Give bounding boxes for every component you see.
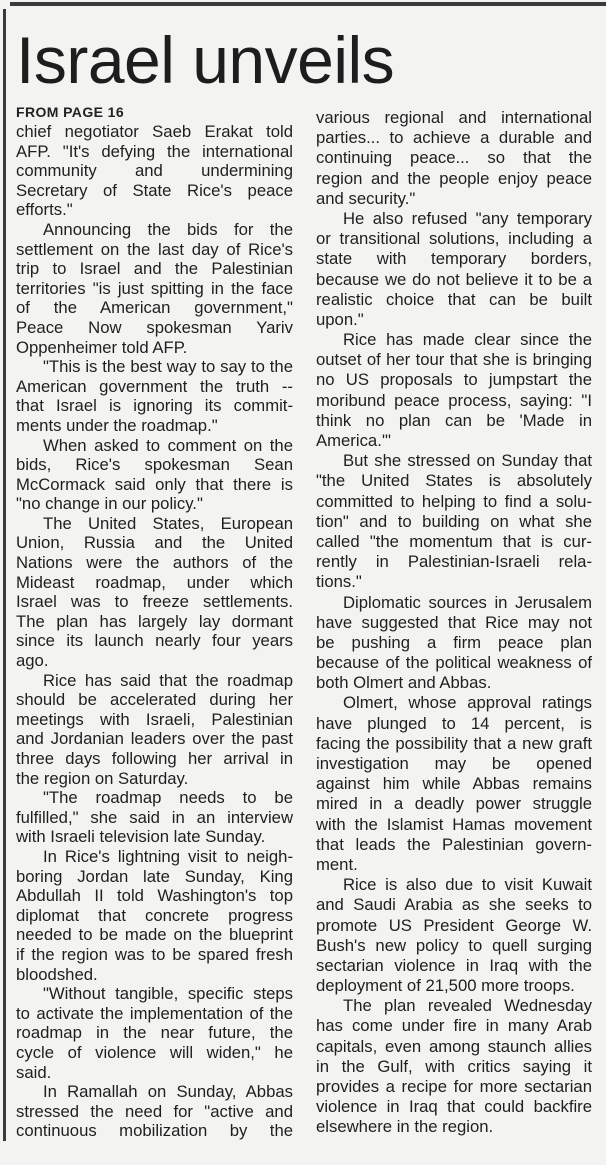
paragraph [316, 593, 592, 694]
article-line: that leads the Palestinian govern- [316, 834, 592, 854]
article-line: called "the momentum that is cur- [316, 531, 592, 551]
article-line: But she stressed on Sunday that [343, 451, 592, 471]
article-line: to activate the implementation of the [16, 1003, 293, 1023]
article-line: Secretary of State Rice's peace [16, 180, 293, 200]
article-line: McCormack said only that there is [16, 474, 293, 494]
article-line: When asked to comment on the [43, 435, 293, 455]
article-line: committed to helping to find a solu- [316, 491, 592, 511]
article-line: with Israeli television late Sunday. [16, 827, 266, 847]
article-line: Union, Russia and the United [16, 533, 293, 553]
top-rule [10, 2, 606, 6]
article-line: settlement on the last day of Rice's [16, 239, 293, 259]
article-line: Olmert, whose approval ratings [343, 693, 592, 713]
article-line: In Ramallah on Sunday, Abbas [43, 1082, 293, 1102]
article-line: said. [16, 1062, 52, 1082]
article-line: that Israel is ignoring its commit- [16, 396, 293, 416]
article-line: Oppenheimer told AFP. [16, 337, 188, 357]
article-line: in the Gulf, with critics saying it [316, 1056, 592, 1076]
article-line: elsewhere in the region. [316, 1117, 494, 1137]
article-line: continuous mobilization by the [16, 1121, 293, 1141]
article-line: The United States, European [43, 513, 293, 533]
article-line: territories "is just spitting in the face [16, 278, 293, 298]
article-line: needed to be made on the blueprint [16, 925, 293, 945]
article-line: with the Islamist Hamas movement [316, 814, 592, 834]
article-line: against him while Abbas remains [316, 774, 592, 794]
article-line: promote US President George W. [316, 915, 592, 935]
article-line: rently in Palestinian-Israeli rela- [316, 552, 592, 572]
article-line: or transitional solutions, including a [316, 229, 592, 249]
continuation-label: FROM PAGE 16 [16, 104, 125, 120]
article-line: bloodshed. [16, 964, 98, 984]
article-line: deployment of 21,500 more troops. [316, 976, 575, 996]
article-line: be pushing a firm peace plan [316, 632, 592, 652]
article-line: if the region was to be spared fresh [16, 944, 293, 964]
paragraph [16, 357, 293, 435]
article-line: since its launch nearly four years [16, 631, 293, 651]
article-line: chief negotiator Saeb Erakat told [16, 122, 293, 141]
article-line: state with temporary borders, [316, 249, 592, 269]
article-line: capitals, even among staunch allies [316, 1036, 592, 1056]
article-line: community and undermining [16, 161, 293, 181]
article-line: diplomat that concrete progress [16, 905, 293, 925]
article-line: tion" and to building on what she [316, 511, 592, 531]
article-line: "The roadmap needs to be [43, 788, 293, 808]
article-line: because we do not believe it to be a [316, 269, 592, 289]
paragraph [316, 209, 592, 330]
paragraph [316, 875, 592, 996]
article-line: moribund peace process, saying: "I [316, 390, 592, 410]
article-line: AFP. "It's defying the international [16, 141, 293, 161]
paragraph [16, 984, 293, 1082]
article-line: American government the truth -- [16, 376, 293, 396]
article-line: three days following her arrival in [16, 749, 293, 768]
article-line: parties... to achieve a durable and [316, 128, 592, 148]
paragraph [316, 330, 592, 451]
article-line: Bush's new policy to quell surging [316, 935, 592, 955]
article-line: ment. [316, 854, 358, 874]
article-line: fulfilled," she said in an interview [16, 807, 293, 827]
paragraph [16, 788, 293, 847]
article-line: upon." [316, 309, 364, 329]
article-line: ago. [16, 651, 49, 671]
column-left [16, 122, 293, 1141]
paragraph [16, 220, 293, 357]
article-line: Israel was to freeze settlements. [16, 592, 293, 612]
column-right [316, 108, 592, 1138]
paragraph [316, 451, 592, 592]
paragraph [316, 996, 592, 1137]
article-line: "This is the best way to say to the [43, 357, 293, 377]
paragraph [16, 1082, 293, 1141]
article-line: mired in a deadly power struggle [316, 794, 592, 814]
article-line: have suggested that Rice may not [316, 612, 592, 632]
paragraph [16, 514, 293, 671]
article-line: investigation may be opened [316, 754, 592, 773]
article-line: and security." [316, 188, 416, 208]
article-line: and Saudi Arabia as she seeks to [316, 895, 592, 915]
article-line: Diplomatic sources in Jerusalem [343, 592, 592, 612]
article-line: violence in Iraq that could backfire [316, 1097, 592, 1117]
article-line: facing the possibility that a new graft [316, 733, 592, 753]
article-line: sectarian violence in Iraq with the [316, 955, 592, 975]
article-line: America.'" [316, 431, 391, 450]
article-line: "no change in our policy." [16, 494, 203, 514]
paragraph [316, 693, 592, 875]
article-line: In Rice's lightning visit to neigh- [43, 846, 293, 866]
article-line: of the American government," [16, 298, 293, 318]
article-line: tions." [316, 572, 362, 592]
article-line: trip to Israel and the Palestinian [16, 259, 293, 279]
article-line: both Olmert and Abbas. [316, 673, 492, 693]
article-line: "the United States is absolutely [316, 471, 592, 491]
article-line: no US proposals to jumpstart the [316, 370, 592, 390]
article-line: boring Jordan late Sunday, King [16, 866, 293, 886]
article-line: has come under fire in many Arab [316, 1016, 592, 1036]
article-line: Peace Now spokesman Yariv [16, 317, 293, 337]
article-line: and Jordanian leaders over the past [16, 729, 293, 749]
article-line: provides a recipe for more sectarian [316, 1077, 592, 1096]
article-line: because of the political weakness of [316, 653, 592, 673]
article-line: Rice has said that the roadmap [43, 670, 293, 690]
article-line: Abdullah II told Washington's top [16, 886, 293, 906]
article-line: He also refused "any temporary [343, 208, 592, 228]
article-line: the region on Saturday. [16, 768, 189, 788]
article-line: Nations were the authors of the [16, 553, 293, 573]
article-line: roadmap in the near future, the [16, 1023, 293, 1043]
paragraph [316, 108, 592, 209]
article-line: Rice has made clear since the [343, 330, 592, 350]
article-line: Rice is also due to visit Kuwait [343, 875, 592, 895]
article-line: various regional and international [316, 108, 592, 127]
left-edge-rule [3, 9, 6, 1141]
paragraph [16, 671, 293, 789]
article-line: ments under the roadmap." [16, 415, 218, 435]
article-line: stressed the need for "active and [16, 1101, 293, 1121]
article-line: "Without tangible, specific steps [43, 984, 293, 1004]
article-line: should be accelerated during her [16, 690, 293, 710]
article-line: bids, Rice's spokesman Sean [16, 455, 293, 475]
article-line: have plunged to 14 percent, is [316, 713, 592, 733]
article-line: region and the people enjoy peace [316, 168, 592, 188]
paragraph [16, 847, 293, 984]
article-line: cycle of violence will widen," he [16, 1042, 293, 1062]
article-line: continuing peace... so that the [316, 148, 592, 168]
article-line: think no plan can be 'Made in [316, 410, 592, 430]
article-line: Mideast roadmap, under which [16, 572, 293, 592]
article-line: outset of her tour that she is bringing [316, 350, 592, 370]
paragraph [16, 122, 293, 220]
article-line: meetings with Israeli, Palestinian [16, 709, 293, 729]
article-line: realistic choice that can be built [316, 289, 592, 309]
article-line: The plan has largely lay dormant [16, 611, 293, 631]
article-line: Announcing the bids for the [43, 219, 293, 239]
article-line: The plan revealed Wednesday [343, 996, 592, 1016]
paragraph [16, 436, 293, 514]
article-line: efforts." [16, 200, 73, 220]
headline: Israel unveils [16, 23, 395, 97]
